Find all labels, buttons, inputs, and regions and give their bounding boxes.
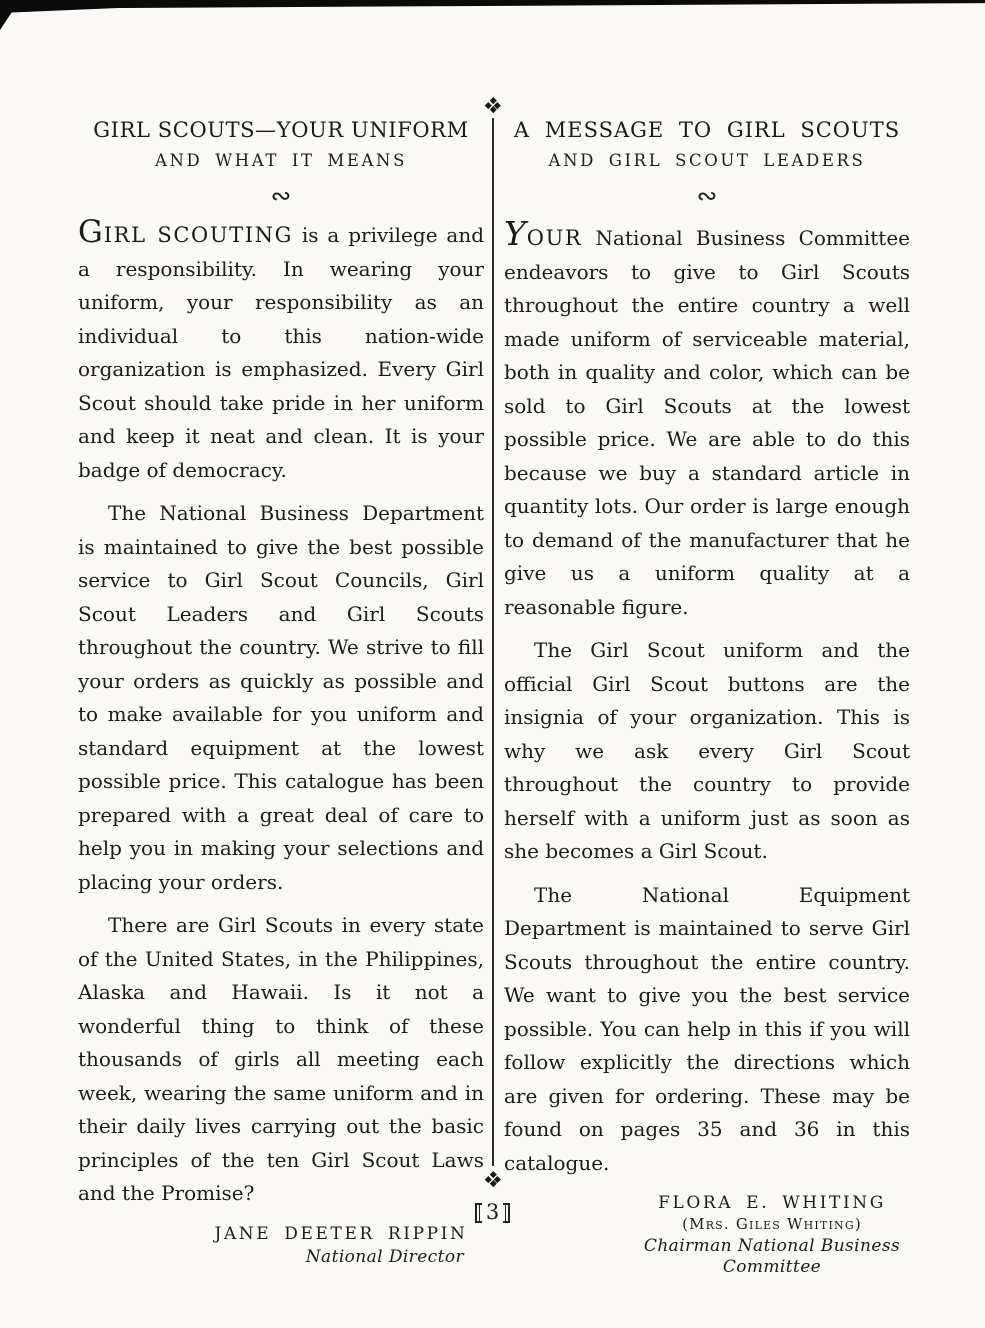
left-paragraph: The National Business Department is maintained to give the best possible service to Girl Scout Councils, Girl Scout Leaders and Girl Scouts throughout the country. We strive to fill your orders as quickly as possible and to make available for you uniform and standard equipment at the lowest possible price. This catalogue has been prepared with a great deal of care to help you in making your selections and placing your orders. xyxy=(78,501,484,894)
page-number-right-bracket-icon xyxy=(503,1203,510,1223)
signature-title: Chairman National Business Committee xyxy=(643,1236,901,1278)
signature-name: FLORA E. WHITING xyxy=(658,1193,886,1213)
lead-smallcaps: IRL SCOUTING xyxy=(103,223,294,247)
left-signature-block xyxy=(78,1224,484,1269)
right-paragraph: The National Equipment Department is maintained to serve Girl Scouts throughout the entire country. We want to give you the best service possible. You can help in this if you will follow explicitly the directions which are given for ordering. These may be found on pages 35 and 36 in this catalogue. xyxy=(504,882,910,1175)
right-heading-line1: A MESSAGE TO GIRL SCOUTS xyxy=(513,118,901,142)
right-column xyxy=(504,118,910,1279)
divider-top-quad-diamond-icon xyxy=(486,98,500,112)
page-number-left-bracket-icon xyxy=(475,1203,482,1223)
lead-text: is a privilege and a responsibility. In wearing your uniform, your responsibility as an individual to this nation-wide organization is emphasized. Every Girl Scout should take pride in her uniform and keep it neat and clean. It is your badge of democracy. xyxy=(78,223,485,482)
divider-bottom-quad-diamond-icon xyxy=(486,1172,500,1186)
lead-text: National Business Committee endeavors to give to Girl Scouts throughout the entire country a well made uniform of serviceable material, both in quality and color, which can be sold to Girl Scouts at the lowest possible price. We are able to do this because we buy a standard article in quantity lots. Our order is large enough to demand of the manufacturer that he give us a uniform quality at a reasonable figure. xyxy=(504,226,910,619)
lead-initial: Y xyxy=(504,214,527,253)
lead-initial: G xyxy=(78,214,104,250)
scan-corner-artifact xyxy=(0,0,20,30)
right-heading-line2: AND GIRL SCOUT LEADERS xyxy=(548,151,866,170)
signature-title: National Director xyxy=(305,1246,464,1267)
flourish-ornament-icon: ∾ xyxy=(270,181,292,210)
column-divider-rule xyxy=(492,118,494,1166)
right-paragraph: The Girl Scout uniform and the official Girl Scout buttons are the insignia of your organization. This is why we ask every Girl Scout throughout the country to provide herself with a uniform just as soon as she becomes a Girl Scout. xyxy=(504,638,910,863)
left-heading-line1: GIRL SCOUTS—YOUR UNIFORM xyxy=(93,118,469,142)
flourish-ornament-icon: ∾ xyxy=(696,181,718,210)
left-column xyxy=(78,118,484,1268)
signature-name: JANE DEETER RIPPIN xyxy=(214,1223,468,1244)
left-paragraph-lead xyxy=(78,214,485,487)
scan-edge-artifact xyxy=(0,0,985,13)
right-paragraph-lead xyxy=(504,214,910,624)
page-number-value: 3 xyxy=(485,1200,500,1224)
signature-name-secondary: (Mrs. Giles Whiting) xyxy=(682,1215,862,1234)
left-paragraph: There are Girl Scouts in every state of the United States, in the Philippines, Alaska and Hawaii. Is it not a wonderful thing to think of these thousands of girls all meeting each week, wearing the same uniform and in their daily lives carrying out the basic principles of the ten Girl Scout Laws and the Promise? xyxy=(78,913,484,1205)
lead-smallcaps: OUR xyxy=(526,226,583,250)
left-heading-line2: AND WHAT IT MEANS xyxy=(154,151,407,170)
page-number xyxy=(0,1200,985,1224)
